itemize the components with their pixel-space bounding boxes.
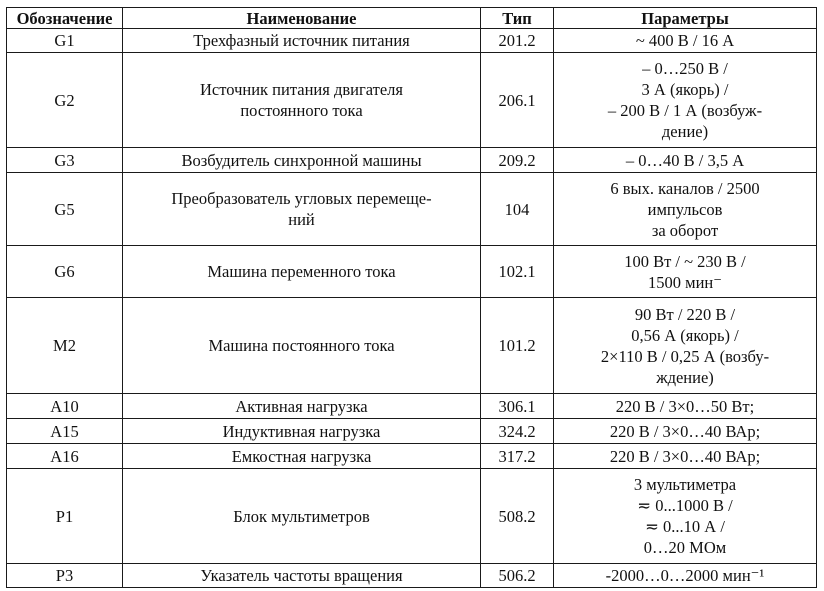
- cell-param-line: – 200 В / 1 А (возбуж-: [607, 101, 763, 120]
- cell-designation: А15: [7, 419, 123, 444]
- cell-param-line: 220 В / 3×0…40 ВАр;: [609, 421, 761, 441]
- cell-designation: Р3: [7, 564, 123, 588]
- cell-name: [123, 444, 481, 469]
- cell-name-line: Индуктивная нагрузка: [222, 421, 381, 441]
- header-name: Наименование: [123, 8, 481, 29]
- cell-name: [123, 298, 481, 394]
- cell-param-line: -2000…0…2000 мин⁻¹: [605, 566, 765, 585]
- table-row: [7, 564, 817, 588]
- cell-type: 506.2: [481, 564, 554, 588]
- cell-designation: G2: [7, 53, 123, 148]
- cell-parameters: [554, 298, 817, 394]
- cell-designation: G5: [7, 173, 123, 246]
- table-header-row: [7, 8, 817, 29]
- cell-name: [123, 53, 481, 148]
- cell-param-line: импульсов: [647, 199, 723, 219]
- table-row: [7, 148, 817, 173]
- cell-type: 201.2: [481, 29, 554, 53]
- cell-name: [123, 394, 481, 419]
- cell-parameters: [554, 444, 817, 469]
- cell-parameters: [554, 148, 817, 173]
- cell-param-line: 0,56 А (якорь) /: [631, 325, 739, 345]
- cell-parameters: [554, 394, 817, 419]
- cell-name-line: Указатель частоты вращения: [200, 566, 403, 585]
- cell-name: [123, 419, 481, 444]
- cell-designation: М2: [7, 298, 123, 394]
- header-parameters: Параметры: [554, 8, 817, 29]
- cell-param-line: за оборот: [651, 220, 719, 240]
- cell-param-line: 3 мультиметра: [633, 475, 737, 494]
- cell-name-line: Источник питания двигателя: [200, 80, 403, 99]
- cell-type: 206.1: [481, 53, 554, 148]
- cell-type: 508.2: [481, 469, 554, 564]
- cell-param-line: 100 Вт / ~ 230 В /: [624, 251, 746, 271]
- table-row: [7, 246, 817, 298]
- cell-name-line: постоянного тока: [240, 101, 363, 120]
- cell-name: [123, 469, 481, 564]
- table-row: [7, 444, 817, 469]
- table-row: [7, 29, 817, 53]
- cell-parameters: [554, 53, 817, 148]
- cell-type: 104: [481, 173, 554, 246]
- cell-name-line: Машина переменного тока: [207, 262, 396, 281]
- cell-designation: А10: [7, 394, 123, 419]
- equipment-table: [6, 7, 817, 588]
- cell-name-line: Активная нагрузка: [235, 396, 368, 416]
- cell-parameters: [554, 173, 817, 246]
- cell-param-line: 220 В / 3×0…50 Вт;: [615, 396, 755, 416]
- cell-designation: G6: [7, 246, 123, 298]
- cell-param-line: 0…20 МОм: [643, 538, 727, 557]
- cell-name: [123, 29, 481, 53]
- cell-parameters: [554, 29, 817, 53]
- cell-type: 101.2: [481, 298, 554, 394]
- cell-param-line: ждение): [656, 367, 714, 387]
- cell-name-line: Блок мультиметров: [233, 506, 370, 526]
- table-row: [7, 173, 817, 246]
- cell-name: [123, 246, 481, 298]
- cell-designation: Р1: [7, 469, 123, 564]
- cell-name-line: Трехфазный источник питания: [193, 31, 410, 50]
- cell-param-line: ≂ 0...10 А /: [645, 517, 725, 536]
- cell-type: 209.2: [481, 148, 554, 173]
- cell-designation: А16: [7, 444, 123, 469]
- cell-param-line: ~ 400 В / 16 А: [635, 31, 735, 50]
- cell-parameters: [554, 246, 817, 298]
- cell-name-line: Машина постоянного тока: [208, 336, 395, 355]
- cell-param-line: 3 А (якорь) /: [641, 80, 729, 99]
- cell-param-line: дение): [661, 122, 709, 141]
- cell-parameters: [554, 419, 817, 444]
- header-designation: Обозначение: [7, 8, 123, 29]
- cell-name: [123, 148, 481, 173]
- table-row: [7, 469, 817, 564]
- cell-name: [123, 564, 481, 588]
- cell-param-line: 2×110 В / 0,25 А (возбу-: [600, 346, 770, 366]
- table-row: [7, 394, 817, 419]
- cell-param-line: – 0…40 В / 3,5 А: [625, 150, 745, 170]
- cell-name-line: ний: [288, 210, 315, 229]
- cell-name-line: Емкостная нагрузка: [231, 446, 372, 466]
- cell-param-line: 1500 мин⁻: [648, 272, 722, 292]
- cell-designation: G3: [7, 148, 123, 173]
- cell-designation: G1: [7, 29, 123, 53]
- header-type: Тип: [481, 8, 554, 29]
- cell-type: 306.1: [481, 394, 554, 419]
- cell-parameters: [554, 469, 817, 564]
- table-row: [7, 298, 817, 394]
- cell-type: 317.2: [481, 444, 554, 469]
- cell-name-line: Возбудитель синхронной машины: [181, 150, 422, 170]
- cell-param-line: ≂ 0...1000 В /: [637, 496, 733, 515]
- cell-param-line: – 0…250 В /: [642, 59, 728, 78]
- cell-name: [123, 173, 481, 246]
- cell-type: 102.1: [481, 246, 554, 298]
- table-row: [7, 419, 817, 444]
- table-row: [7, 53, 817, 148]
- cell-param-line: 220 В / 3×0…40 ВАр;: [609, 446, 761, 466]
- cell-name-line: Преобразователь угловых перемеще-: [171, 189, 432, 208]
- cell-parameters: [554, 564, 817, 588]
- cell-param-line: 90 Вт / 220 В /: [634, 304, 736, 324]
- cell-param-line: 6 вых. каналов / 2500: [610, 178, 760, 198]
- cell-type: 324.2: [481, 419, 554, 444]
